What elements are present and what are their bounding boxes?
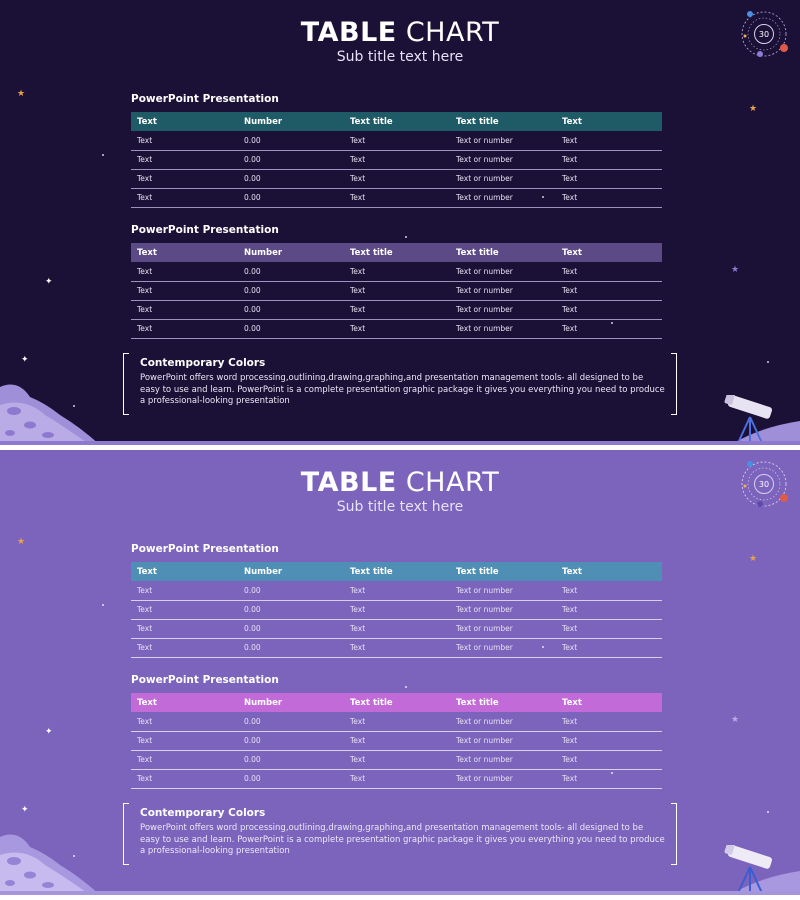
table-cell: 0.00 — [238, 262, 344, 281]
star-icon: ★ — [17, 89, 26, 99]
column-header: Text — [131, 562, 238, 581]
star-dot — [611, 772, 613, 774]
column-header: Number — [238, 562, 344, 581]
title-thin: CHART — [405, 17, 500, 48]
table-cell: Text — [556, 300, 662, 319]
table-cell: Text or number — [450, 600, 556, 619]
table-cell: Text or number — [450, 281, 556, 300]
table-cell: Text — [344, 750, 450, 769]
note-box — [123, 803, 677, 865]
data-table — [131, 112, 662, 208]
column-header: Text title — [344, 243, 450, 262]
table-cell: Text or number — [450, 188, 556, 207]
star-icon: ✦ — [45, 727, 53, 737]
column-header: Text — [556, 562, 662, 581]
star-icon: ✦ — [45, 277, 53, 287]
table-cell: Text — [556, 150, 662, 169]
moon-surface-icon — [0, 375, 100, 445]
table-row — [131, 262, 662, 281]
table-header-row — [131, 693, 662, 712]
table-cell: Text — [556, 600, 662, 619]
table-cell: Text — [344, 731, 450, 750]
table-cell: Text or number — [450, 619, 556, 638]
table-cell: Text or number — [450, 750, 556, 769]
table-heading: PowerPoint Presentation — [131, 543, 279, 555]
table-cell: Text — [131, 150, 238, 169]
column-header: Text title — [450, 243, 556, 262]
table-cell: Text or number — [450, 769, 556, 788]
column-header: Text — [556, 243, 662, 262]
star-icon: ✦ — [21, 355, 29, 365]
slide-title — [0, 17, 800, 48]
table-cell: Text or number — [450, 712, 556, 731]
orbit-badge-icon — [740, 458, 792, 510]
star-dot — [542, 196, 544, 198]
table-header-row — [131, 243, 662, 262]
table-cell: Text — [344, 712, 450, 731]
data-table — [131, 243, 662, 339]
table-row — [131, 300, 662, 319]
table-cell: Text — [556, 319, 662, 338]
table-row — [131, 712, 662, 731]
note-title: Contemporary Colors — [140, 357, 266, 369]
column-header: Number — [238, 243, 344, 262]
table-cell: 0.00 — [238, 638, 344, 657]
table-header-row — [131, 562, 662, 581]
table-cell: Text — [556, 769, 662, 788]
slide-light — [0, 450, 800, 895]
table-cell: 0.00 — [238, 712, 344, 731]
bracket-left — [123, 803, 129, 865]
table-cell: Text or number — [450, 300, 556, 319]
star-dot — [405, 236, 407, 238]
table-cell: Text — [131, 638, 238, 657]
table-cell: Text — [344, 150, 450, 169]
table-row — [131, 769, 662, 788]
column-header: Text title — [450, 693, 556, 712]
table-row — [131, 281, 662, 300]
data-table — [131, 693, 662, 789]
note-box — [123, 353, 677, 415]
table-cell: Text — [131, 600, 238, 619]
column-header: Text — [131, 112, 238, 131]
table-cell: Text or number — [450, 319, 556, 338]
star-dot — [405, 686, 407, 688]
table-cell: Text — [556, 712, 662, 731]
table-cell: 0.00 — [238, 769, 344, 788]
table-cell: Text — [131, 300, 238, 319]
table-cell: Text — [556, 188, 662, 207]
table-cell: Text — [344, 281, 450, 300]
table-cell: Text or number — [450, 131, 556, 150]
ground-strip — [0, 441, 800, 445]
table-cell: Text — [556, 131, 662, 150]
star-icon: ★ — [749, 104, 758, 114]
moon-surface-icon — [0, 825, 100, 895]
bracket-right — [671, 803, 677, 865]
table-cell: Text — [556, 281, 662, 300]
star-dot — [542, 646, 544, 648]
column-header: Text title — [344, 693, 450, 712]
table-row — [131, 169, 662, 188]
table-cell: Text — [344, 262, 450, 281]
note-title: Contemporary Colors — [140, 807, 266, 819]
table-row — [131, 750, 662, 769]
table-row — [131, 319, 662, 338]
badge-number: 30 — [754, 24, 774, 44]
table-heading: PowerPoint Presentation — [131, 224, 279, 236]
table-cell: Text — [131, 581, 238, 600]
table-cell: 0.00 — [238, 600, 344, 619]
table-cell: 0.00 — [238, 581, 344, 600]
star-icon: ✦ — [21, 805, 29, 815]
table-cell: 0.00 — [238, 281, 344, 300]
table-cell: Text — [131, 731, 238, 750]
star-dot — [767, 361, 769, 363]
table-cell: 0.00 — [238, 131, 344, 150]
table-row — [131, 600, 662, 619]
star-icon: ★ — [731, 715, 740, 725]
slide-subtitle: Sub title text here — [336, 49, 464, 65]
orbit-badge-icon — [740, 8, 792, 60]
table-row — [131, 731, 662, 750]
table-cell: Text — [131, 319, 238, 338]
table-cell: Text — [131, 619, 238, 638]
star-dot — [102, 604, 104, 606]
table-cell: Text — [344, 619, 450, 638]
table-row — [131, 619, 662, 638]
badge-number: 30 — [754, 474, 774, 494]
table-cell: Text — [556, 169, 662, 188]
table-cell: 0.00 — [238, 619, 344, 638]
bracket-right — [671, 353, 677, 415]
table-cell: Text — [344, 319, 450, 338]
telescope-icon — [720, 845, 780, 895]
table-row — [131, 188, 662, 207]
table-cell: Text — [556, 262, 662, 281]
table-cell: Text — [344, 188, 450, 207]
column-header: Text title — [450, 112, 556, 131]
table-cell: Text or number — [450, 731, 556, 750]
column-header: Text title — [450, 562, 556, 581]
table-row — [131, 150, 662, 169]
title-bold: TABLE — [300, 17, 397, 48]
table-cell: 0.00 — [238, 731, 344, 750]
table-cell: Text — [556, 731, 662, 750]
slide-dark — [0, 0, 800, 445]
column-header: Number — [238, 112, 344, 131]
star-icon: ★ — [731, 265, 740, 275]
table-cell: Text — [344, 131, 450, 150]
table-cell: Text or number — [450, 262, 556, 281]
title-bold: TABLE — [300, 467, 397, 498]
table-cell: Text — [131, 712, 238, 731]
bracket-left — [123, 353, 129, 415]
title-thin: CHART — [405, 467, 500, 498]
table-cell: Text — [344, 300, 450, 319]
note-body: PowerPoint offers word processing,outlining,drawing,graphing,and presentation management tools- all designed to be easy to use and learn. PowerPoint is a complete presentation graphic package it gives you everything you need to produce a professional-looking presentation — [140, 373, 665, 406]
table-row — [131, 131, 662, 150]
data-table — [131, 562, 662, 658]
table-cell: Text or number — [450, 169, 556, 188]
table-cell: Text — [344, 638, 450, 657]
ground-strip — [0, 891, 800, 895]
column-header: Text title — [344, 112, 450, 131]
telescope-icon — [720, 395, 780, 445]
table-cell: Text — [344, 769, 450, 788]
table-cell: 0.00 — [238, 188, 344, 207]
table-cell: 0.00 — [238, 750, 344, 769]
column-header: Text — [556, 693, 662, 712]
table-cell: Text or number — [450, 581, 556, 600]
star-icon: ★ — [749, 554, 758, 564]
column-header: Text title — [344, 562, 450, 581]
table-row — [131, 581, 662, 600]
table-cell: Text — [556, 638, 662, 657]
table-cell: Text — [344, 600, 450, 619]
table-header-row — [131, 112, 662, 131]
star-dot — [102, 154, 104, 156]
star-icon: ★ — [17, 537, 26, 547]
column-header: Text — [556, 112, 662, 131]
table-cell: Text — [131, 131, 238, 150]
table-cell: Text — [131, 262, 238, 281]
table-cell: Text — [131, 769, 238, 788]
star-dot — [611, 322, 613, 324]
star-dot — [767, 811, 769, 813]
table-cell: Text — [131, 188, 238, 207]
column-header: Text — [131, 693, 238, 712]
table-row — [131, 638, 662, 657]
table-cell: Text — [344, 581, 450, 600]
table-cell: Text — [556, 750, 662, 769]
column-header: Number — [238, 693, 344, 712]
column-header: Text — [131, 243, 238, 262]
table-cell: Text — [556, 581, 662, 600]
slide-subtitle: Sub title text here — [336, 499, 464, 515]
table-cell: 0.00 — [238, 319, 344, 338]
table-heading: PowerPoint Presentation — [131, 93, 279, 105]
table-cell: Text or number — [450, 150, 556, 169]
table-cell: 0.00 — [238, 169, 344, 188]
note-body: PowerPoint offers word processing,outlining,drawing,graphing,and presentation management tools- all designed to be easy to use and learn. PowerPoint is a complete presentation graphic package it gives you everything you need to produce a professional-looking presentation — [140, 823, 665, 856]
table-heading: PowerPoint Presentation — [131, 674, 279, 686]
table-cell: 0.00 — [238, 300, 344, 319]
table-cell: 0.00 — [238, 150, 344, 169]
table-cell: Text — [344, 169, 450, 188]
table-cell: Text — [131, 169, 238, 188]
slide-title — [0, 467, 800, 498]
table-cell: Text — [131, 750, 238, 769]
table-cell: Text — [131, 281, 238, 300]
table-cell: Text or number — [450, 638, 556, 657]
table-cell: Text — [556, 619, 662, 638]
